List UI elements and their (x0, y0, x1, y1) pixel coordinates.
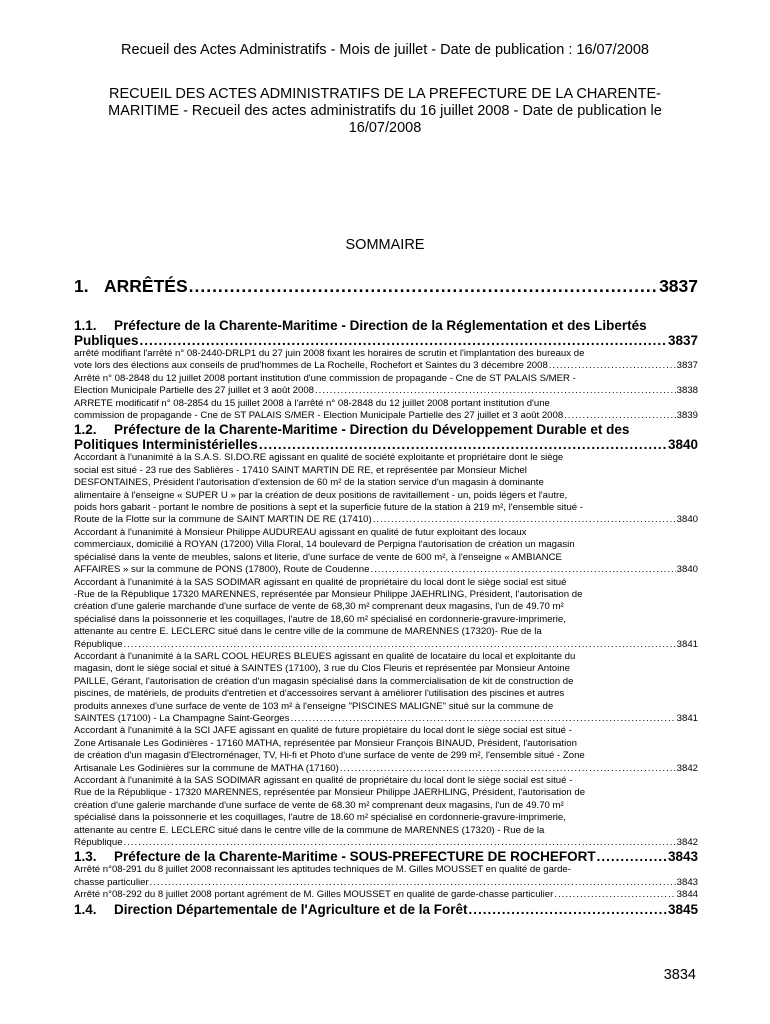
subsection-page: 3840 (667, 437, 698, 453)
toc-section-1-4[interactable] (74, 902, 698, 917)
dot-leader (189, 276, 658, 297)
dot-leader (554, 889, 675, 901)
dot-leader (340, 763, 676, 775)
entry-page: 3842 (676, 762, 698, 774)
entry-text-last: SAINTES (17100) - La Champagne Saint-Georges (74, 712, 290, 724)
entry-text-last: AFFAIRES » sur la commune de PONS (17800), Route de Coudenne (74, 564, 370, 576)
entry-text-last: République (74, 638, 123, 650)
toc-entry[interactable] (74, 398, 698, 423)
toc-entry[interactable] (74, 775, 698, 849)
section-page: 3837 (659, 276, 698, 296)
entry-text: attenante au centre E. LECLERC situé dans le centre ville de la commune de MARENNES (17320)- Rue de la (74, 626, 542, 638)
entry-text: produits annexes d'une surface de vente de 103 m² à l'enseigne "PISCINES MALIGNE" situé sur la commune de (74, 700, 554, 712)
entry-text: Arrêté n°08-291 du 8 juillet 2008 reconnaissant les aptitudes techniques de M. Gilles MOUSSET en qualité de garde- (74, 864, 571, 876)
entry-page: 3844 (676, 889, 698, 901)
entry-text: attenante au centre E. LECLERC situé dans le centre ville de la commune de MARENNES (17320) - Rue de la (74, 824, 545, 836)
entry-text: spécialisé dans la vente de meubles, salons et literie, d'une surface de vente de 600 m², à l'enseigne « AMBIANCE (74, 551, 562, 563)
dot-leader (564, 410, 675, 422)
entry-text-last: République (74, 837, 123, 849)
dot-leader (290, 713, 675, 725)
entry-text: création d'une galerie marchande d'une surface de vente de 68,30 m² comprenant deux magasins, l'un de 49.70 m² (74, 601, 564, 613)
subsection-label: Direction Départementale de l'Agriculture et de la Forêt (114, 901, 468, 917)
entry-text-last: Election Municipale Partielle des 27 juillet et 3 août 2008 (74, 385, 314, 397)
dot-leader (140, 333, 667, 348)
table-of-contents (74, 276, 698, 917)
toc-entry[interactable] (74, 889, 698, 901)
dot-leader (373, 514, 676, 526)
toc-entry[interactable] (74, 373, 698, 398)
entry-page: 3840 (676, 564, 698, 576)
entry-page: 3838 (676, 385, 698, 397)
entry-page: 3837 (676, 360, 698, 372)
subsection-label: Préfecture de la Charente-Maritime - Direction de la Réglementation et des Libertés (114, 318, 647, 333)
entry-text-last: Route de la Flotte sur la commune de SAINT MARTIN DE RE (17410) (74, 514, 372, 526)
toc-section-1-2[interactable] (74, 422, 698, 452)
entry-page: 3839 (676, 410, 698, 422)
subsection-label: Préfecture de la Charente-Maritime - Direction du Développement Durable et des (114, 422, 630, 438)
entry-text-last: chasse particulier (74, 876, 149, 888)
entry-text: alimentaire à l'enseigne « SUPER U » par la création de deux positions de ravitaillement - un, poids légers et l'autre, (74, 489, 568, 501)
subsection-page: 3843 (667, 849, 698, 865)
dot-leader (370, 564, 675, 576)
subsection-page: 3845 (667, 901, 698, 917)
entry-text: Accordant à l'unanimité à Monsieur Philippe AUDUREAU agissant en qualité de futur exploitant des locaux (74, 526, 527, 538)
dot-leader (315, 385, 676, 397)
toc-section-1[interactable] (74, 276, 698, 300)
page-number: 3834 (663, 967, 696, 983)
toc-entry[interactable] (74, 651, 698, 725)
section-label: ARRÊTÉS (104, 276, 188, 296)
running-header: Recueil des Actes Administratifs - Mois de juillet - Date de publication : 16/07/2008 (121, 42, 649, 58)
subsection-number: 1.3. (74, 849, 97, 865)
entry-text: poids hors gabarit - portant le nombre de positions à sept et la superficie future de la station à 219 m², l'ensemble situé - (74, 502, 583, 514)
entry-text-last: Artisanale Les Godinières sur la commune de MATHA (17160) (74, 762, 339, 774)
dot-leader (549, 360, 676, 372)
toc-entry[interactable] (74, 577, 698, 651)
subsection-number: 1.1. (74, 318, 97, 333)
entry-text: spécialisé dans la poissonnerie et les coquillages, l'autre de 18,60 m² spécialisé en cordonnerie-gravure-imprimerie, (74, 613, 566, 625)
subsection-label-cont: Politiques Interministérielles (74, 437, 258, 453)
entry-text: de création d'un magasin d'Electroménager, TV, Hi-fi et Photo d'une surface de vente de 299 m², l'ensemble situé - Zone (74, 750, 585, 762)
toc-entry[interactable] (74, 452, 698, 526)
entry-text: commerciaux, domicilié à ROYAN (17200) Villa Floral, 14 boulevard de Perpigna l'autorisation de création un magasin (74, 539, 575, 551)
entry-text: PAILLE, Gérant, l'autorisation de création d'un magasin spécialisé dans la commercialisation de kit de construction de (74, 675, 574, 687)
entry-text: DESFONTAINES, Président l'autorisation d'extension de 60 m² de la station service d'un magasin à dominante (74, 477, 544, 489)
toc-entry[interactable] (74, 725, 698, 775)
entry-text: spécialisé dans la poissonnerie et les coquillages, l'autre de 18.60 m² spécialisé en cordonnerie-gravure-imprimerie, (74, 812, 566, 824)
entry-text: Accordant à l'unanimité à la S.A.S. SI.DO.RE agissant en qualité de société exploitante et propriétaire dont le siège (74, 452, 564, 464)
dot-leader (124, 837, 676, 849)
entry-page: 3840 (676, 514, 698, 526)
document-title: RECUEIL DES ACTES ADMINISTRATIFS DE LA PREFECTURE DE LA CHARENTE-MARITIME - Recueil des actes administratifs du 16 juillet 2008 - Date de publication le 16/07/2008 (108, 86, 662, 136)
subsection-label-cont: Publiques (74, 333, 139, 348)
section-number: 1. (74, 276, 89, 296)
entry-text-last: Arrêté n°08-292 du 8 juillet 2008 portant agrément de M. Gilles MOUSSET en qualité de garde-chasse particulier (74, 889, 554, 901)
toc-section-1-1[interactable] (74, 318, 698, 348)
subsection-label: Préfecture de la Charente-Maritime - SOUS-PREFECTURE DE ROCHEFORT (114, 849, 596, 865)
entry-text: Arrêté n° 08-2848 du 12 juillet 2008 portant institution d'une commission de propagande - Cne de ST PALAIS S/MER - (74, 372, 576, 384)
dot-leader (150, 877, 676, 889)
subsection-number: 1.4. (74, 901, 97, 917)
entry-page: 3843 (676, 876, 698, 888)
entry-text: -Rue de la République 17320 MARENNES, représentée par Monsieur Philippe JAEHRLING, Président, l'autorisation de (74, 588, 583, 600)
toc-entry[interactable] (74, 527, 698, 577)
entry-text: Accordant à l'unanimité à la SARL COOL HEURES BLEUES agissant en qualité de locataire du local et exploitante du (74, 650, 576, 662)
subsection-number: 1.2. (74, 422, 97, 438)
toc-entry[interactable] (74, 864, 698, 889)
entry-text: Accordant à l'unanimité à la SCI JAFE agissant en qualité de future propiétaire du local dont le siège social est situé - (74, 725, 572, 737)
entry-text: ARRETE modificatif n° 08-2854 du 15 juillet 2008 à l'arrêté n° 08-2848 du 12 juillet 2008 portant institution d'une (74, 397, 550, 409)
entry-text: Zone Artisanale Les Godinières - 17160 MATHA, représentée par Monsieur François BINAUD, Président, l'autorisation (74, 737, 577, 749)
dot-leader (597, 849, 667, 864)
subsection-page: 3837 (667, 333, 698, 348)
entry-text-last: vote lors des élections aux conseils de prud'hommes de La Rochelle, Rochefort et Saintes du 3 décembre 2008 (74, 360, 548, 372)
entry-text: social est situé - 23 rue des Sablières - 17410 SAINT MARTIN DE RE, et représentée par Monsieur Michel (74, 464, 527, 476)
dot-leader (259, 437, 667, 452)
dot-leader (469, 902, 667, 917)
dot-leader (124, 639, 676, 651)
entry-text: magasin, dont le siège social et situé à SAINTES (17100), 3 rue du Clos Fleuris et représentée par Monsieur Antoine (74, 663, 570, 675)
entry-text: création d'une galerie marchande d'une surface de vente de 68.30 m² comprenant deux magasins, l'un de 49.70 m² (74, 799, 564, 811)
entry-text: arrêté modifiant l'arrêté n° 08-2440-DRLP1 du 27 juin 2008 fixant les horaires de scrutin et l'implantation des bureaux de (74, 348, 585, 359)
toc-section-1-3[interactable] (74, 849, 698, 864)
summary-heading: SOMMAIRE (345, 237, 425, 253)
entry-page: 3841 (676, 712, 698, 724)
entry-text: piscines, de matériels, de produits d'entretien et d'accessoires servant à améliorer l'utilisation des piscines et autres (74, 688, 565, 700)
entry-text: Accordant à l'unanimité à la SAS SODIMAR agissant en qualité de propriétaire du local dont le siège social est situé (74, 576, 567, 588)
entry-page: 3842 (676, 837, 698, 849)
entry-page: 3841 (676, 638, 698, 650)
toc-entry[interactable] (74, 348, 698, 373)
entry-text: Accordant à l'unanimité à la SAS SODIMAR agissant en qualité de propriétaire du local dont le siège social est situé - (74, 775, 573, 786)
entry-text: Rue de la République - 17320 MARENNES, représentée par Monsieur Philippe JAERHLING, Président, l'autorisation de (74, 787, 586, 799)
entry-text-last: commission de propagande - Cne de ST PALAIS S/MER - Election Municipale Partielle des 27 juillet et 3 août 2008 (74, 410, 564, 422)
